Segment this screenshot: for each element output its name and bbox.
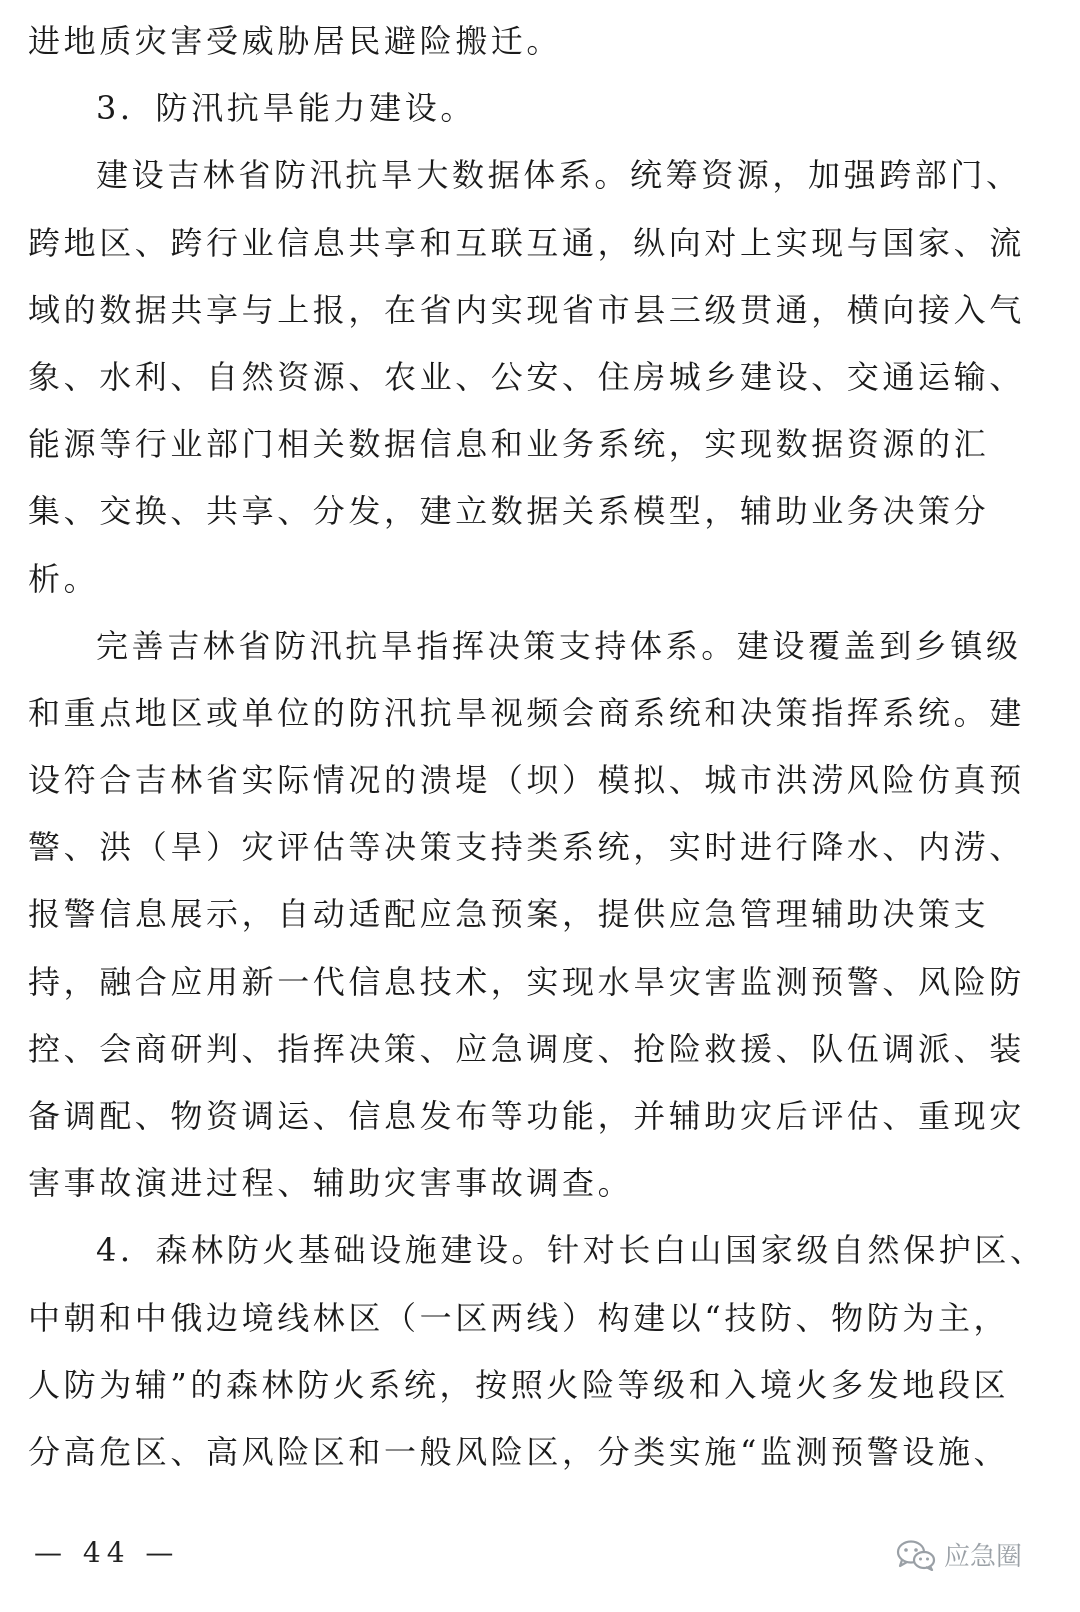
- text-line: 集、交换、共享、分发，建立数据关系模型，辅助业务决策分: [28, 492, 990, 531]
- text-line: 中朝和中俄边境线林区（一区两线）构建以“技防、物防为主，: [28, 1298, 1010, 1337]
- document-body: [28, 8, 1052, 1486]
- text-line: 持，融合应用新一代信息技术，实现水旱灾害监测预警、风险防: [28, 962, 1025, 1001]
- text-line: 跨地区、跨行业信息共享和互联互通，纵向对上实现与国家、流: [28, 223, 1025, 262]
- wechat-icon: [896, 1539, 936, 1571]
- text-line: 进地质灾害受威胁居民避险搬迁。: [28, 22, 563, 60]
- text-line: 害事故演进过程、辅助灾害事故调查。: [28, 1164, 634, 1203]
- text-line: 能源等行业部门相关数据信息和业务系统，实现数据资源的汇: [28, 425, 990, 464]
- text-line: 域的数据共享与上报，在省内实现省市县三级贯通，横向接入气: [28, 290, 1025, 329]
- text-line: 报警信息展示，自动适配应急预案，提供应急管理辅助决策支: [28, 895, 990, 934]
- text-line: 和重点地区或单位的防汛抗旱视频会商系统和决策指挥系统。建: [28, 693, 1025, 732]
- text-line: 警、洪（旱）灾评估等决策支持类系统，实时进行降水、内涝、: [28, 828, 1025, 867]
- text-line: 象、水利、自然资源、农业、公安、住房城乡建设、交通运输、: [28, 357, 1025, 396]
- text-line: 人防为辅”的森林防火系统，按照火险等级和入境火多发地段区: [28, 1365, 1010, 1404]
- text-line: 建设吉林省防汛抗旱大数据体系。统筹资源，加强跨部门、: [96, 156, 1022, 195]
- text-line: 分高危区、高风险区和一般风险区，分类实施“监测预警设施、: [28, 1432, 1010, 1471]
- text-line: 析。: [28, 559, 100, 598]
- page-number: — 44 —: [34, 1536, 180, 1569]
- text-line: 备调配、物资调运、信息发布等功能，并辅助灾后评估、重现灾: [28, 1097, 1025, 1135]
- text-line: 完善吉林省防汛抗旱指挥决策支持体系。建设覆盖到乡镇级: [96, 626, 1022, 665]
- text-line: 控、会商研判、指挥决策、应急调度、抢险救援、队伍调派、装: [28, 1029, 1025, 1068]
- page-footer: [34, 1532, 1054, 1582]
- text-line: 3．防汛抗旱能力建设。: [96, 89, 476, 128]
- text-line: 4．森林防火基础设施建设。针对长白山国家级自然保护区、: [96, 1231, 1046, 1270]
- watermark: [896, 1536, 1022, 1573]
- text-line: 设符合吉林省实际情况的溃堤（坝）模拟、城市洪涝风险仿真预: [28, 761, 1025, 800]
- watermark-label: 应急圈: [943, 1542, 1022, 1572]
